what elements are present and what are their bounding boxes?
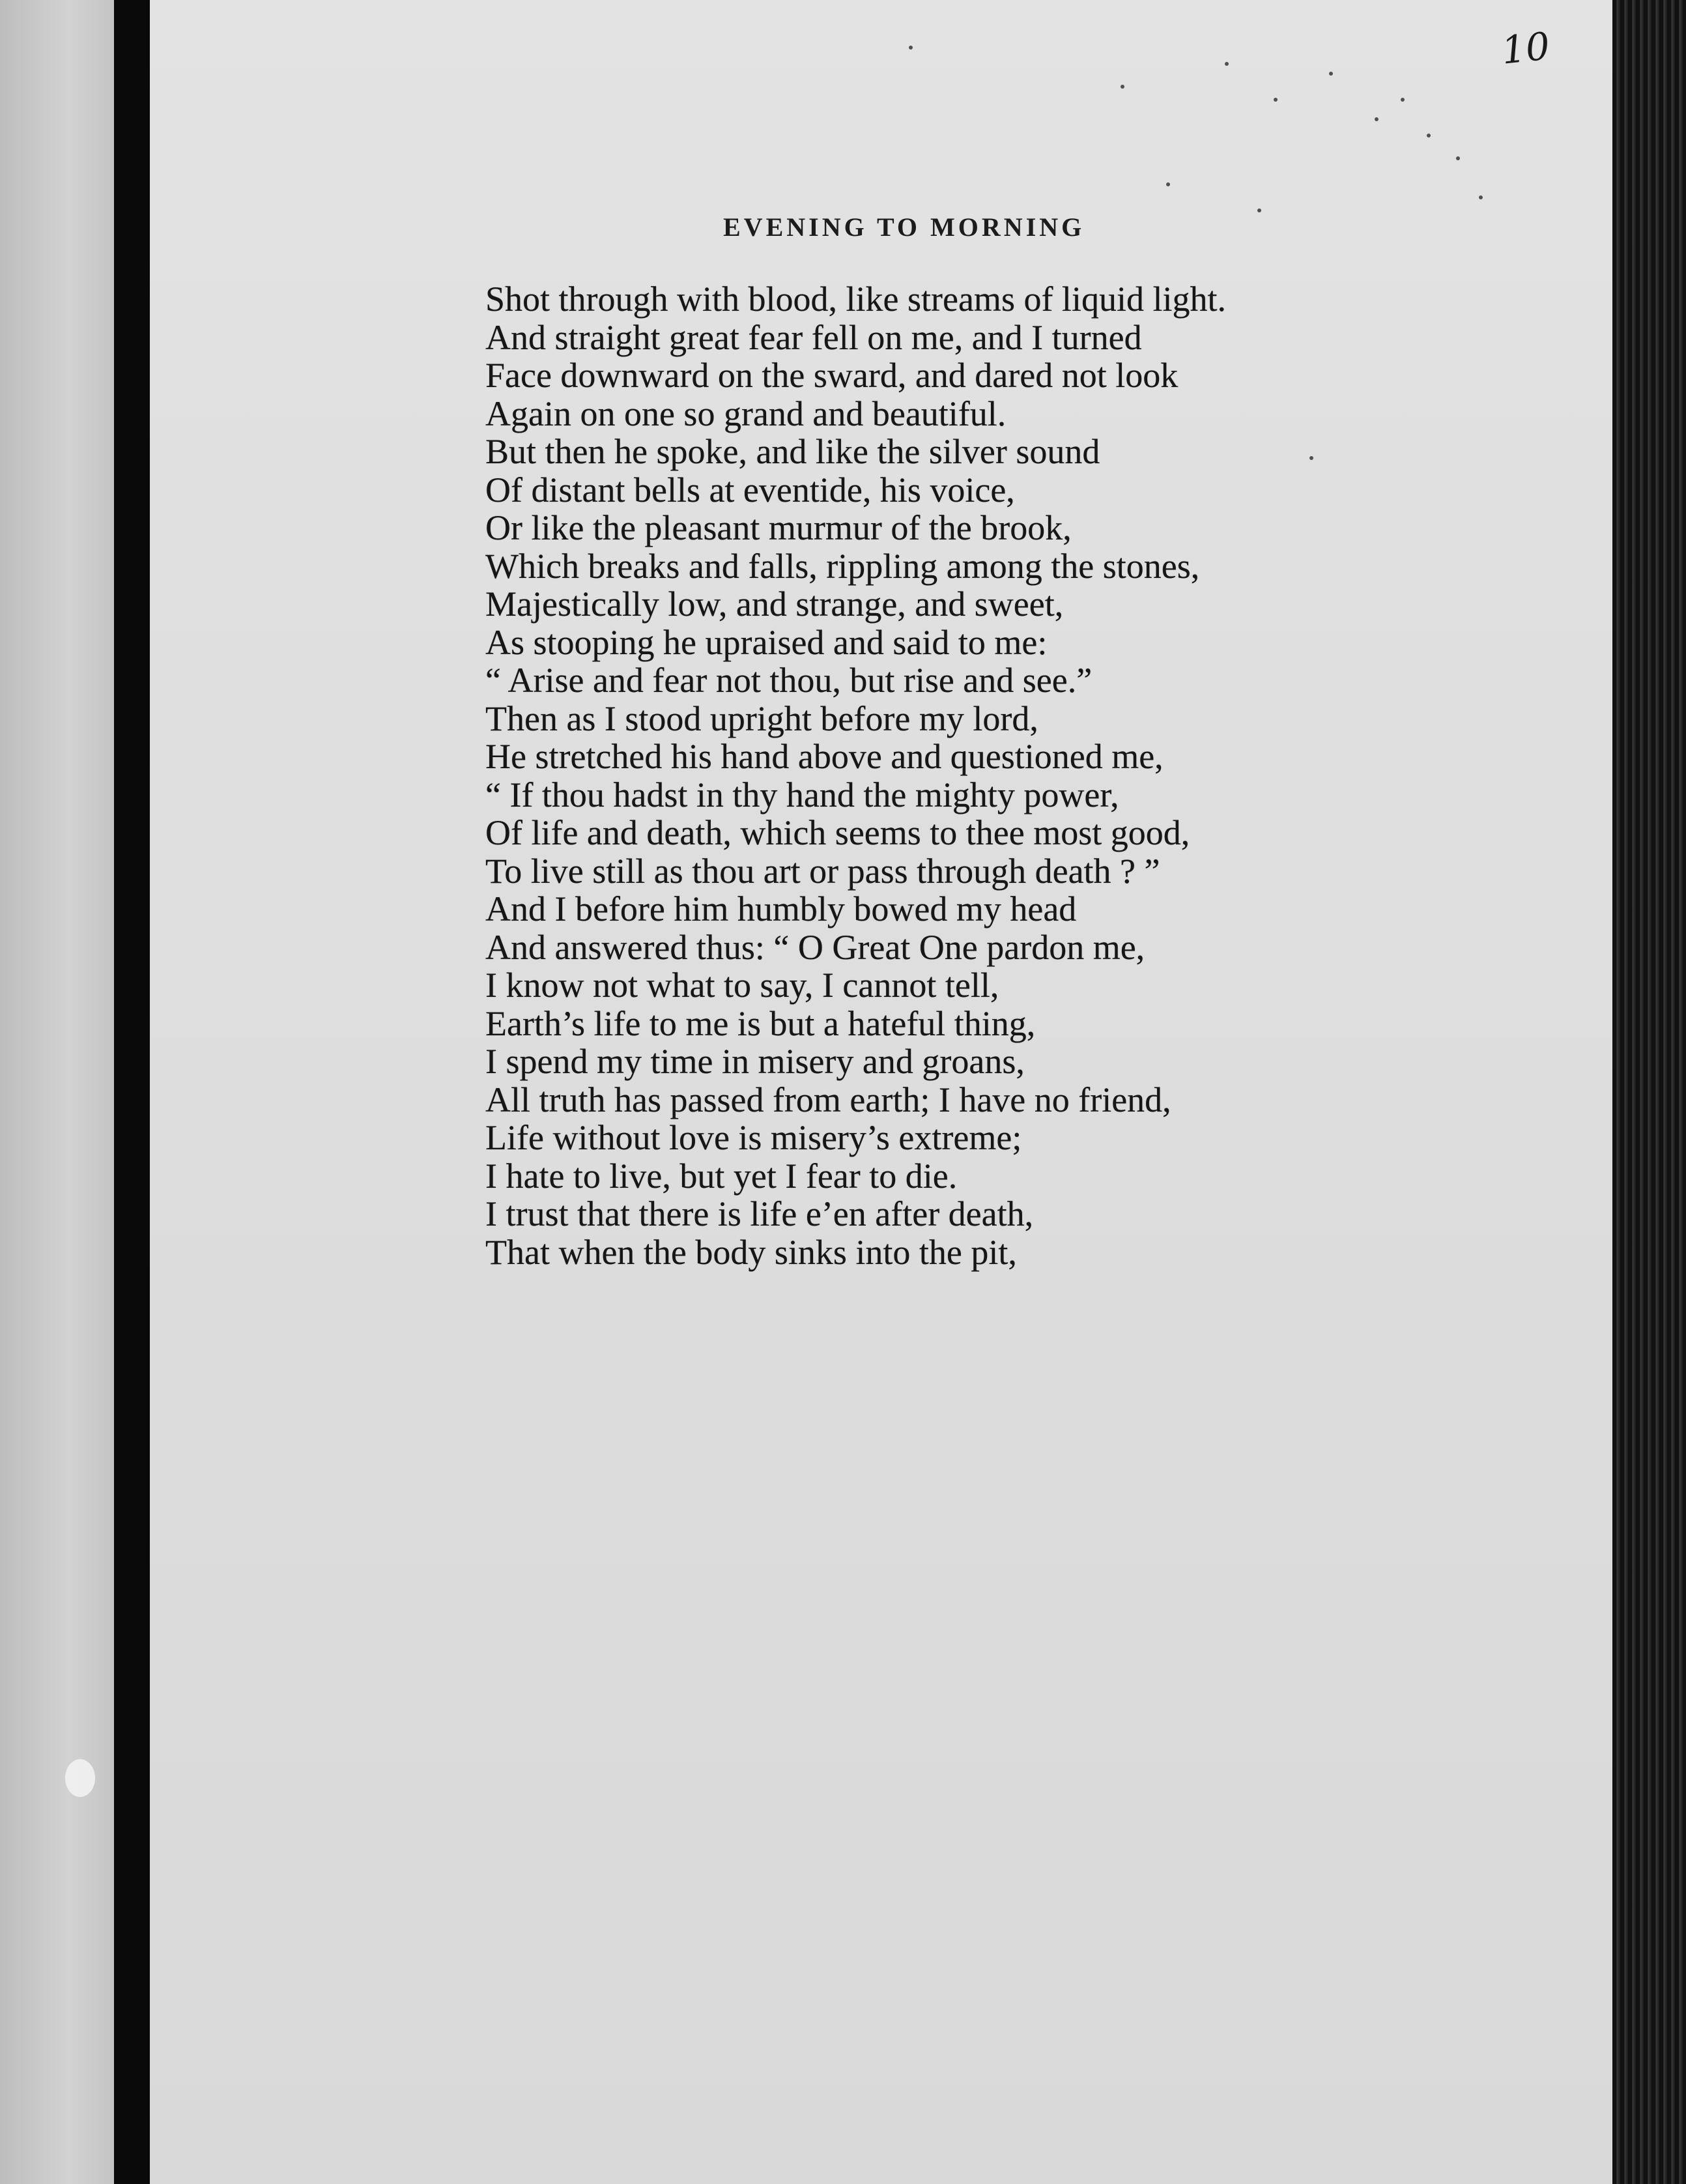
poem-line: Face downward on the sward, and dared not look [485,356,1179,395]
ink-speck [1427,134,1431,137]
poem-line: Earth’s life to me is but a hateful thing, [485,1003,1036,1043]
poem-line: “ If thou hadst in thy hand the mighty power, [485,775,1119,814]
ink-speck [1401,98,1405,102]
ink-speck [1375,117,1379,121]
poem-line: Or like the pleasant murmur of the brook, [485,508,1072,547]
poem-line: I hate to live, but yet I fear to die. [485,1156,958,1196]
poem-line: Then as I stood upright before my lord, [485,698,1038,738]
ink-speck [1274,98,1278,102]
facing-page-margin [0,0,114,2184]
poem-line: Which breaks and falls, rippling among the stones, [485,546,1200,586]
poem-line: Again on one so grand and beautiful. [485,394,1007,433]
poem-line: That when the body sinks into the pit, [485,1232,1017,1272]
poem-line: And I before him humbly bowed my head [485,889,1077,928]
ink-speck [1329,72,1333,76]
paper-blot [65,1759,95,1797]
poem-line: I trust that there is life e’en after death, [485,1194,1034,1233]
ink-speck [1166,182,1170,186]
poem-line: Of life and death, which seems to thee most good, [485,813,1190,852]
book-gutter [114,0,150,2184]
poem-line: Life without love is misery’s extreme; [485,1118,1022,1157]
poem-line: As stooping he upraised and said to me: [485,622,1048,662]
ink-speck [909,46,913,50]
running-head: EVENING TO MORNING [723,212,1085,242]
poem-line: And answered thus: “ O Great One pardon me, [485,927,1145,967]
ink-speck [1309,456,1313,460]
ink-speck [1121,85,1124,89]
ink-speck [1479,195,1483,199]
poem-line: Majestically low, and strange, and sweet, [485,584,1064,624]
ink-speck [1456,156,1460,160]
poem-text [485,280,1226,1271]
poem-line: But then he spoke, and like the silver sound [485,432,1100,471]
poem-line: “ Arise and fear not thou, but rise and see.” [485,661,1093,700]
page-edges [1612,0,1686,2184]
handwritten-folio-number: 10 [1499,23,1552,73]
poem-line: Shot through with blood, like streams of liquid light. [485,280,1226,319]
ink-speck [1225,62,1229,66]
poem-line: He stretched his hand above and questioned me, [485,737,1164,776]
poem-line: To live still as thou art or pass through death ? ” [485,851,1160,891]
ink-speck [1257,208,1261,212]
poem-line: All truth has passed from earth; I have no friend, [485,1080,1171,1119]
poem-line: And straight great fear fell on me, and I turned [485,317,1142,357]
poem-line: Of distant bells at eventide, his voice, [485,470,1015,510]
poem-line: I know not what to say, I cannot tell, [485,966,999,1005]
poem-line: I spend my time in misery and groans, [485,1042,1025,1081]
